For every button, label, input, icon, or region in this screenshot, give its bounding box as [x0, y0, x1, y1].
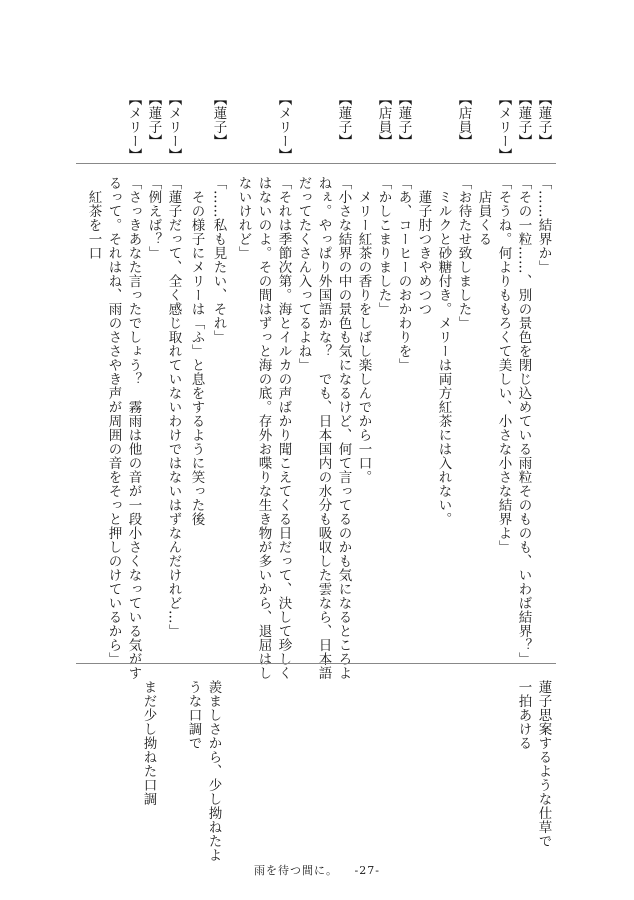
dialogue-line: 「それは季節次第。海とイルカの声ばかり聞こえてくる日だって、決して珍しく [275, 176, 292, 680]
acting-note: まだ少し拗ねた口調 [140, 680, 157, 806]
acting-note: 羨ましさから、少し拗ねたよ [205, 680, 222, 862]
dialogue-line: はないのよ。その間はずっと海の底。存外お喋りな生き物が多いから、退屈はし [255, 176, 272, 680]
dialogue-line: 「お待たせ致しました」 [455, 176, 472, 330]
page-footer [0, 862, 634, 878]
speaker-name: 【蓮子】 [335, 92, 352, 148]
speaker-name: 【蓮子】 [145, 92, 162, 148]
speaker-name: 【店員】 [375, 92, 392, 148]
speaker-name: 【メリー】 [275, 92, 292, 162]
dialogue-line: 「そうね。何よりももろくて美しい、小さな小さな結界よ」 [495, 176, 512, 554]
acting-note: 蓮子思案するような仕草で [535, 680, 552, 848]
dialogue-line: 「例えば？」 [145, 176, 162, 260]
book-title: 雨を待つ間に。 [254, 864, 339, 877]
dialogue-line: るって。それはね、雨のささやき声が周囲の音をそっと押しのけているから」 [105, 176, 122, 666]
dialogue-line: ねぇ。やっぱり外国語かな？ でも、日本国内の水分も吸収した雲なら、日本語 [315, 176, 332, 680]
stage-direction: ミルクと砂糖付き。メリーは両方紅茶には入れない。 [435, 176, 452, 526]
stage-direction: 店員くる [475, 176, 492, 246]
dialogue-line: 「あ、コーヒーのおかわりを」 [395, 176, 412, 372]
speaker-name: 【メリー】 [165, 92, 182, 162]
dialogue-line: ないけれど」 [235, 176, 252, 260]
stage-direction: メリー紅茶の香りをしばし楽しんでから一口。 [355, 176, 372, 484]
speaker-name: 【蓮子】 [395, 92, 412, 148]
speaker-name: 【メリー】 [495, 92, 512, 162]
dialogue-line: 「……私も見たい、それ」 [210, 176, 227, 344]
speaker-name: 【蓮子】 [515, 92, 532, 148]
speaker-name: 【メリー】 [125, 92, 142, 162]
top-divider [76, 163, 556, 164]
dialogue-line: 「蓮子だって、全く感じ取れていないわけではないはずなんだけれど…」 [165, 176, 182, 638]
dialogue-line: 「かしこまりました」 [375, 176, 392, 316]
speaker-name: 【蓮子】 [210, 92, 227, 148]
dialogue-line: 「……結界か」 [535, 176, 552, 274]
stage-direction: 蓮子肘つきやめつつ [415, 176, 432, 316]
dialogue-line: 「さっきあなた言ったでしょう？ 霧雨は他の音が一段小さくなっている気がす [125, 176, 142, 680]
page-number: -27- [354, 864, 380, 877]
stage-direction: 紅茶を一口 [85, 176, 102, 260]
dialogue-line: だってたくさん入ってるよね」 [295, 176, 312, 372]
acting-note: うな口調で [185, 680, 202, 750]
dialogue-line: 「小さな結界の中の景色も気になるけど、何て言ってるのかも気になるところよ [335, 176, 352, 680]
speaker-name: 【店員】 [455, 92, 472, 148]
speaker-name: 【蓮子】 [535, 92, 552, 148]
acting-note: 一拍あける [515, 680, 532, 750]
stage-direction: その様子にメリーは「ふ」と息をするように笑った後 [188, 176, 205, 526]
bottom-divider [76, 663, 556, 664]
dialogue-line: 「その一粒……、別の景色を閉じ込めている雨粒そのものも、いわば結界？」 [515, 176, 532, 666]
